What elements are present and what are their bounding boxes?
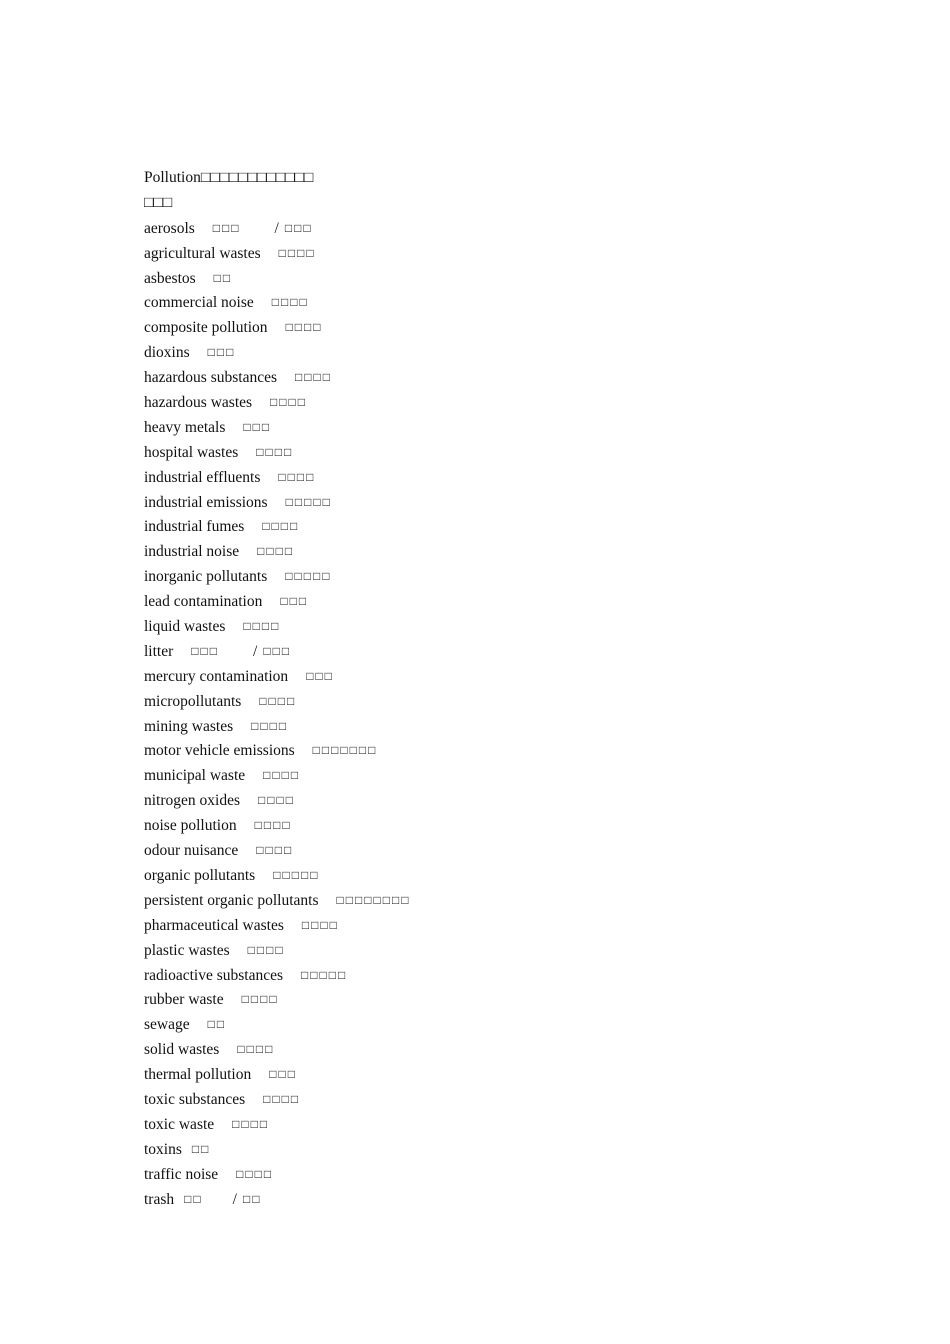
- chinese-translation: □□□□: [258, 793, 295, 808]
- glossary-entry: [144, 714, 844, 739]
- glossary-entry: [144, 564, 844, 589]
- glossary-entry: [144, 340, 844, 365]
- english-term: motor vehicle emissions: [144, 742, 295, 760]
- glossary-entry: [144, 639, 844, 664]
- english-term: industrial emissions: [144, 493, 268, 511]
- english-term: hazardous substances: [144, 369, 277, 387]
- english-term: hospital wastes: [144, 443, 239, 461]
- glossary-entry: [144, 1012, 844, 1037]
- chinese-translation: □□□□: [236, 1166, 274, 1181]
- english-term: plastic wastes: [144, 941, 230, 959]
- glossary-entry: [144, 365, 844, 390]
- english-term: industrial fumes: [144, 518, 245, 536]
- glossary-entry: [144, 315, 844, 340]
- english-term: asbestos: [144, 269, 196, 287]
- chinese-translation-alt: □□□: [263, 643, 292, 658]
- glossary-entry: [144, 1187, 844, 1212]
- chinese-translation: □□□□: [257, 544, 295, 559]
- english-term: sewage: [144, 1016, 190, 1034]
- chinese-translation: □□□□: [263, 1091, 301, 1106]
- english-term: thermal pollution: [144, 1066, 252, 1084]
- glossary-entry: [144, 290, 844, 315]
- english-term: pharmaceutical wastes: [144, 916, 284, 934]
- chinese-translation: □□□□□: [273, 867, 320, 882]
- glossary-entry: [144, 614, 844, 639]
- english-term: toxins: [144, 1140, 182, 1158]
- chinese-translation: □□□: [207, 345, 236, 360]
- english-term: commercial noise: [144, 294, 254, 312]
- chinese-translation: □□□□: [259, 693, 297, 708]
- chinese-translation: □□□: [280, 594, 309, 609]
- glossary-entry: [144, 1062, 844, 1087]
- glossary-entry: [144, 1037, 844, 1062]
- glossary-entry: [144, 1087, 844, 1112]
- english-term: trash: [144, 1190, 175, 1208]
- chinese-translation: □□□□□: [285, 569, 332, 584]
- chinese-translation-alt: □□□: [284, 220, 313, 235]
- glossary-entry: [144, 738, 844, 763]
- glossary-list: [144, 216, 844, 1212]
- english-term: heavy metals: [144, 418, 226, 436]
- english-term: radioactive substances: [144, 966, 284, 984]
- english-term: solid wastes: [144, 1041, 220, 1059]
- chinese-translation: □□□: [269, 1067, 297, 1082]
- chinese-translation: □□□: [306, 668, 334, 683]
- glossary-entry: [144, 465, 844, 490]
- chinese-translation: □□□□: [237, 1042, 275, 1057]
- english-term: municipal waste: [144, 767, 246, 785]
- english-term: micropollutants: [144, 692, 242, 710]
- chinese-translation: □□□□□□□□: [336, 892, 411, 907]
- english-term: liquid wastes: [144, 618, 226, 636]
- english-term: hazardous wastes: [144, 394, 253, 412]
- english-term: noise pollution: [144, 817, 237, 835]
- english-term: dioxins: [144, 344, 190, 362]
- chinese-translation: □□□□: [241, 992, 279, 1007]
- chinese-translation: □□□□□: [285, 494, 332, 509]
- english-term: mercury contamination: [144, 667, 289, 685]
- glossary-entry: [144, 440, 844, 465]
- glossary-entry: [144, 813, 844, 838]
- separator-slash: /: [274, 219, 279, 237]
- chinese-translation: □□□□: [262, 519, 300, 534]
- chinese-translation-alt: □□: [242, 1191, 262, 1206]
- chinese-translation: □□□□: [270, 395, 308, 410]
- glossary-entry: [144, 266, 844, 291]
- english-term: rubber waste: [144, 991, 224, 1009]
- chinese-translation: □□□□: [263, 768, 301, 783]
- chinese-translation: □□□□: [271, 295, 309, 310]
- glossary-entry: [144, 514, 844, 539]
- english-term: agricultural wastes: [144, 244, 261, 262]
- glossary-entry: [144, 987, 844, 1012]
- chinese-translation: □□□□: [278, 245, 316, 260]
- english-term: toxic waste: [144, 1115, 215, 1133]
- chinese-translation: □□□□: [256, 843, 294, 858]
- glossary-entry: [144, 216, 844, 241]
- glossary-entry: [144, 415, 844, 440]
- glossary-entry: [144, 838, 844, 863]
- chinese-translation: □□□□: [278, 469, 316, 484]
- chinese-translation: □□□□□: [301, 967, 348, 982]
- english-term: odour nuisance: [144, 842, 239, 860]
- chinese-translation: □□□□: [232, 1116, 270, 1131]
- document-subtitle: □□□: [144, 193, 173, 211]
- chinese-translation: □□: [213, 270, 233, 285]
- glossary-entry: [144, 763, 844, 788]
- separator-slash: /: [253, 642, 258, 660]
- english-term: traffic noise: [144, 1165, 219, 1183]
- glossary-entry: [144, 539, 844, 564]
- english-term: industrial effluents: [144, 468, 261, 486]
- chinese-translation: □□□□: [243, 619, 281, 634]
- english-term: persistent organic pollutants: [144, 891, 319, 909]
- english-term: nitrogen oxides: [144, 792, 240, 810]
- separator-slash: /: [232, 1190, 237, 1208]
- glossary-entry: [144, 863, 844, 888]
- english-term: inorganic pollutants: [144, 568, 268, 586]
- glossary-entry: [144, 1112, 844, 1137]
- english-term: toxic substances: [144, 1090, 246, 1108]
- chinese-translation: □□□□□□□: [312, 743, 378, 758]
- english-term: litter: [144, 642, 174, 660]
- glossary-entry: [144, 490, 844, 515]
- chinese-translation: □□: [191, 1141, 211, 1156]
- glossary-entry: [144, 888, 844, 913]
- chinese-translation: □□□: [212, 220, 241, 235]
- chinese-translation: □□□□: [247, 942, 285, 957]
- english-term: aerosols: [144, 219, 195, 237]
- english-term: lead contamination: [144, 593, 263, 611]
- glossary-entry: [144, 689, 844, 714]
- glossary-entry: [144, 1162, 844, 1187]
- chinese-translation: □□□□: [301, 917, 339, 932]
- glossary-entry: [144, 788, 844, 813]
- glossary-entry: [144, 664, 844, 689]
- english-term: industrial noise: [144, 543, 240, 561]
- chinese-translation: □□: [207, 1017, 227, 1032]
- chinese-translation: □□□□: [251, 718, 289, 733]
- chinese-translation: □□□□: [285, 320, 323, 335]
- glossary-entry: [144, 913, 844, 938]
- english-term: mining wastes: [144, 717, 234, 735]
- glossary-entry: [144, 938, 844, 963]
- english-term: organic pollutants: [144, 866, 256, 884]
- glossary-entry: [144, 1137, 844, 1162]
- chinese-translation: □□□□: [295, 370, 332, 385]
- glossary-entry: [144, 963, 844, 988]
- chinese-translation: □□□□: [254, 818, 292, 833]
- glossary-entry: [144, 390, 844, 415]
- chinese-translation: □□□□: [256, 444, 294, 459]
- document-body: [144, 166, 844, 1211]
- english-term: composite pollution: [144, 319, 268, 337]
- chinese-translation: □□: [184, 1191, 203, 1206]
- chinese-translation: □□□: [243, 419, 272, 434]
- document-title: Pollution□□□□□□□□□□□□: [144, 169, 314, 186]
- chinese-translation: □□□: [191, 643, 220, 658]
- glossary-entry: [144, 241, 844, 266]
- glossary-entry: [144, 589, 844, 614]
